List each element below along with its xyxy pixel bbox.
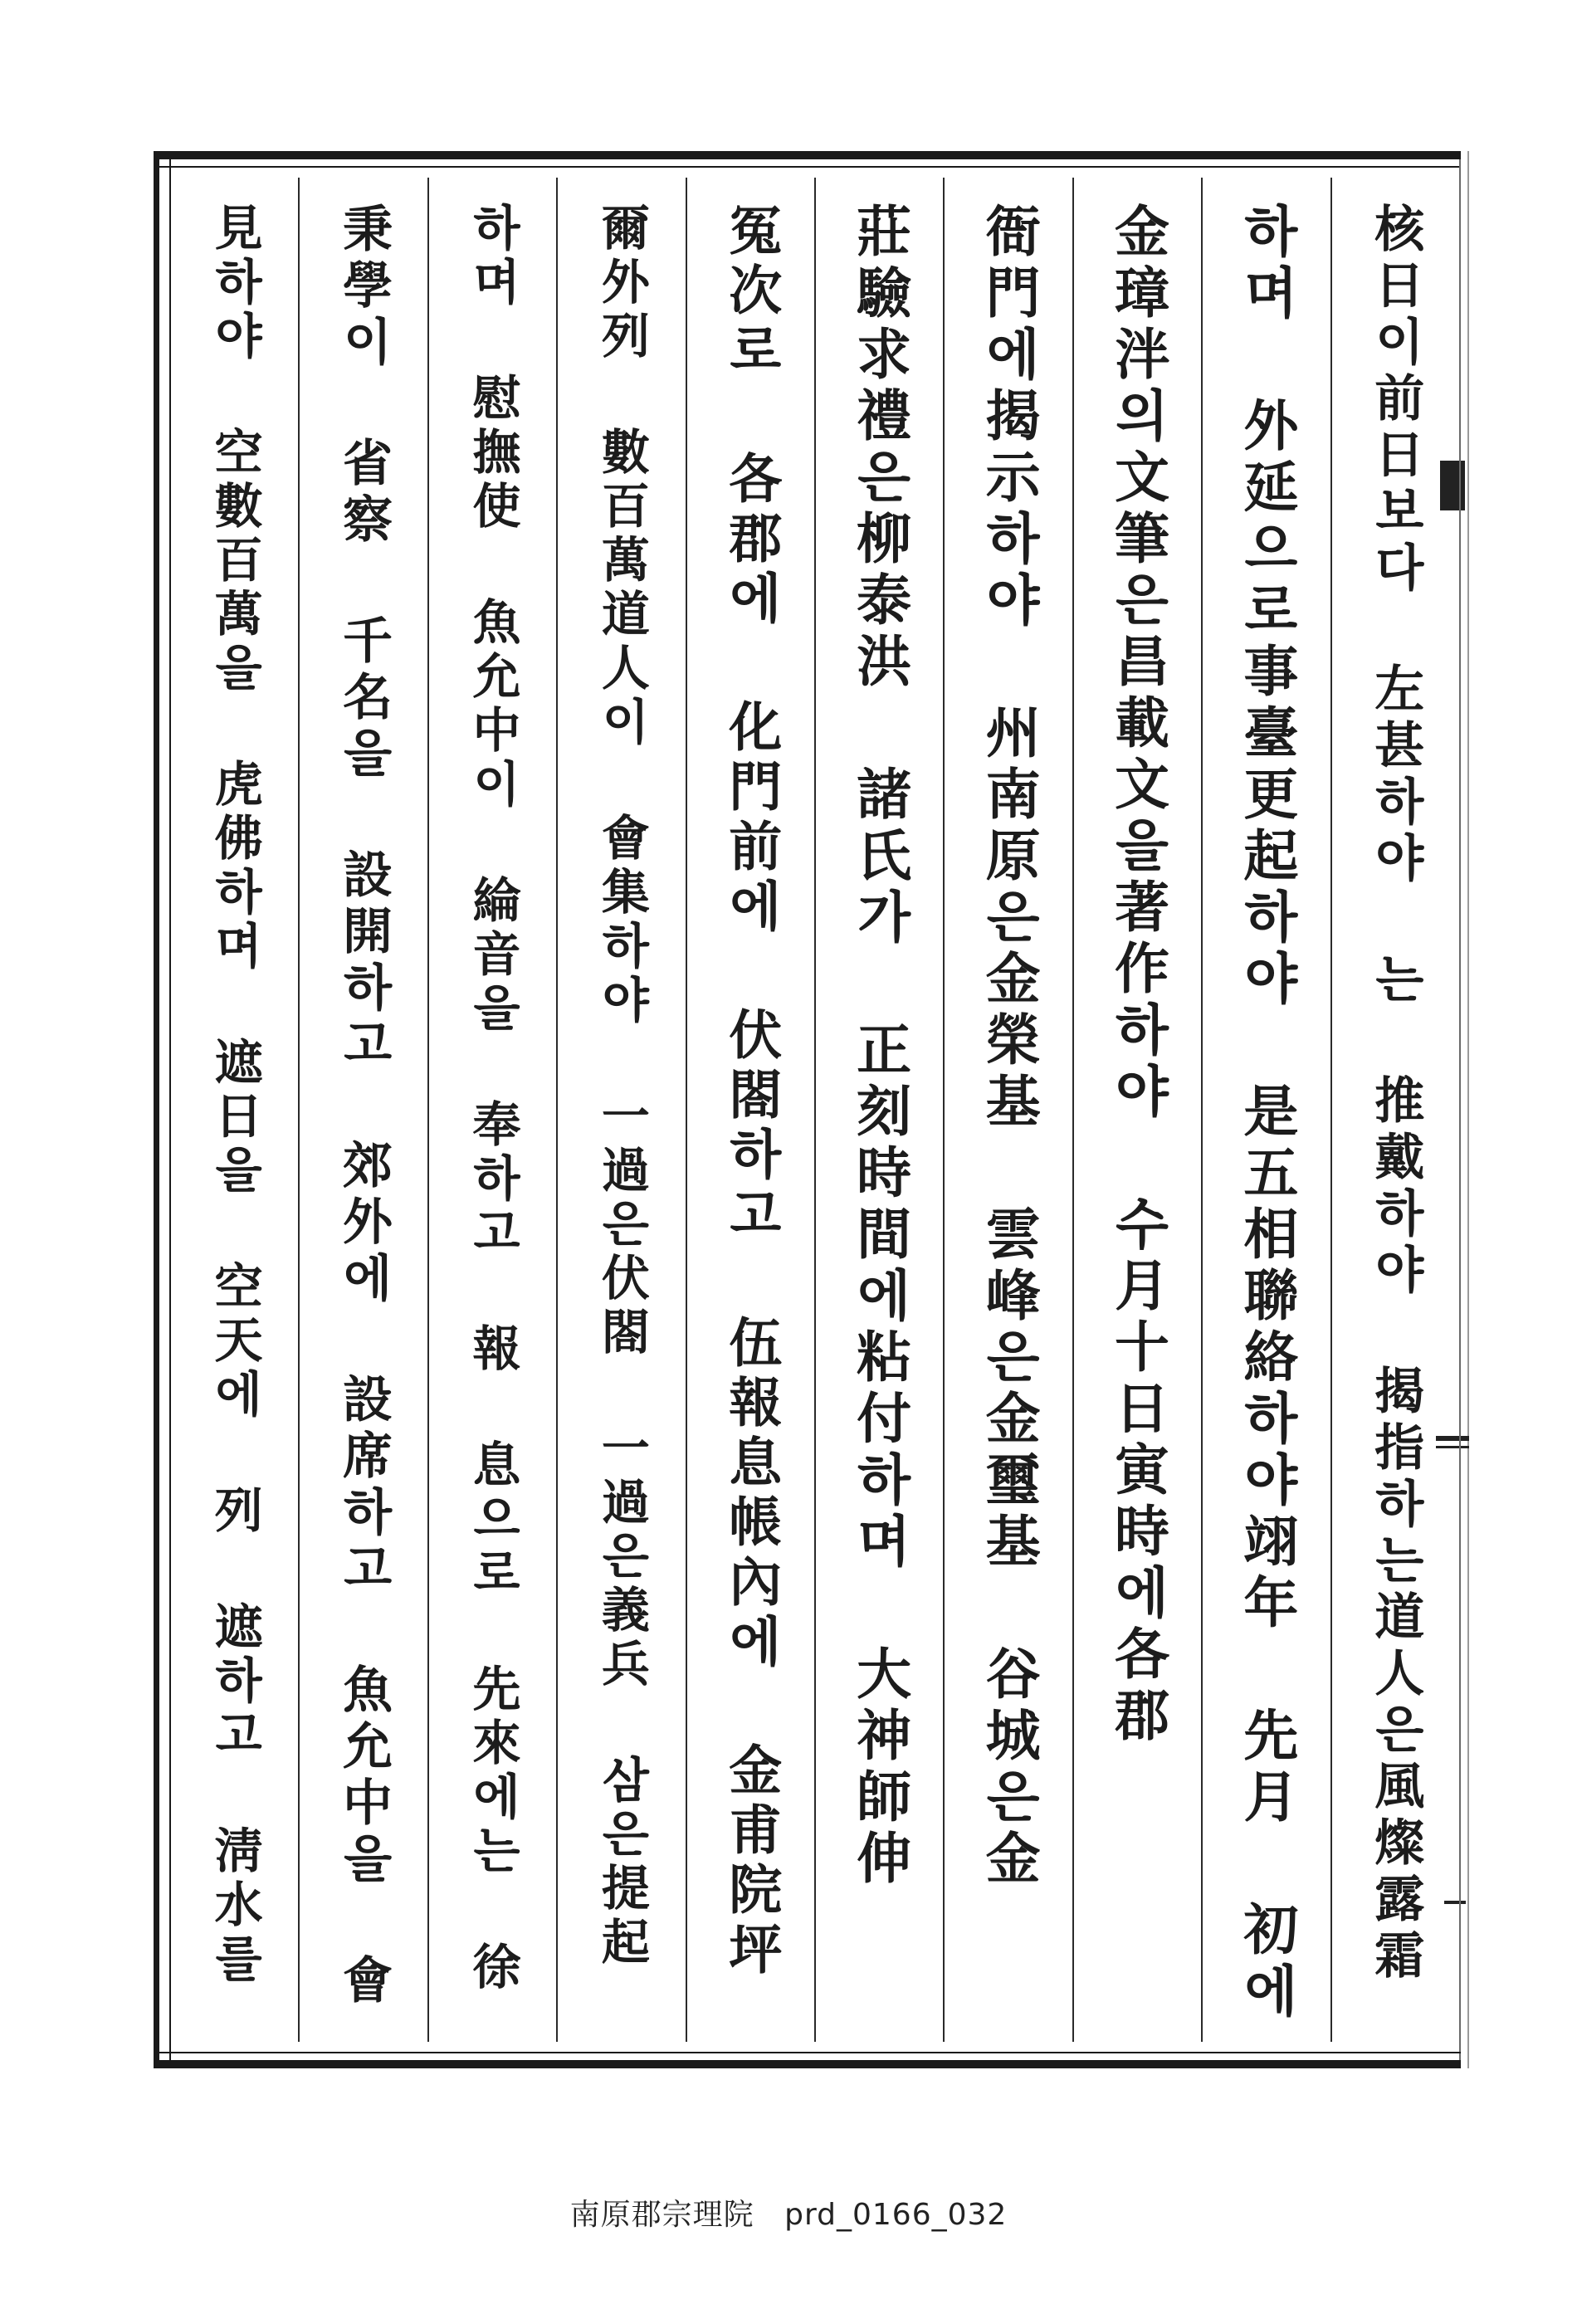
text-column — [1201, 178, 1330, 2042]
manuscript-frame — [154, 151, 1461, 2068]
text-column — [1072, 178, 1201, 2042]
column-text: 冤次로 各郡에 化門前에 伏閤하고 伍報息帳內에 金甫院坪 — [720, 203, 783, 1981]
column-text: 爾外列 數百萬道人이 會集하야 一過은伏閤 一過은義兵 삼은提起 — [593, 203, 650, 1970]
text-column — [943, 178, 1072, 2042]
frame-right-edge — [1459, 159, 1461, 2060]
text-column — [814, 178, 943, 2042]
column-text: 하며 外延으로事臺更起하야 是五相聯絡하야翊年 先月 初에 — [1233, 203, 1299, 2024]
page-caption — [0, 2191, 1577, 2234]
text-column — [427, 178, 556, 2042]
column-text: 하며 慰撫使 魚允中이 綸音을 奉하고 報 息으로 先來에는 徐 — [464, 203, 521, 1995]
column-text: 核日이前日보다 左甚하야 는 推戴하야 揭指하는道人은風燦露霜 — [1366, 203, 1425, 1985]
column-text: 金璋泮의文筆은昌載文을著作하야 수月十日寅時에各郡 — [1105, 203, 1170, 1748]
text-columns — [171, 178, 1459, 2042]
text-column — [298, 178, 427, 2042]
text-column — [171, 178, 298, 2042]
text-column — [556, 178, 685, 2042]
page-margin-line — [1467, 151, 1469, 2068]
caption-code: prd_0166_032 — [784, 2198, 1008, 2232]
column-text: 秉學이 省察 千名을 設開하고 郊外에 設席하고 魚允中을 會 — [334, 203, 393, 2010]
column-text: 見하야 空數百萬을 虎佛하며 遮日을 空天에 列 遮하고 淸水를 — [206, 203, 263, 1987]
text-column — [686, 178, 814, 2042]
text-column — [1330, 178, 1459, 2042]
column-text: 衙門에揭示하야 州南原은金榮基 雲峰은金璽基 谷城은金 — [976, 203, 1042, 1891]
caption-title: 南原郡宗理院 — [569, 2198, 754, 2232]
column-text: 莊驗求禮은柳泰洪 諸氏가 正刻時間에粘付하며 大神師伸 — [847, 203, 912, 1891]
